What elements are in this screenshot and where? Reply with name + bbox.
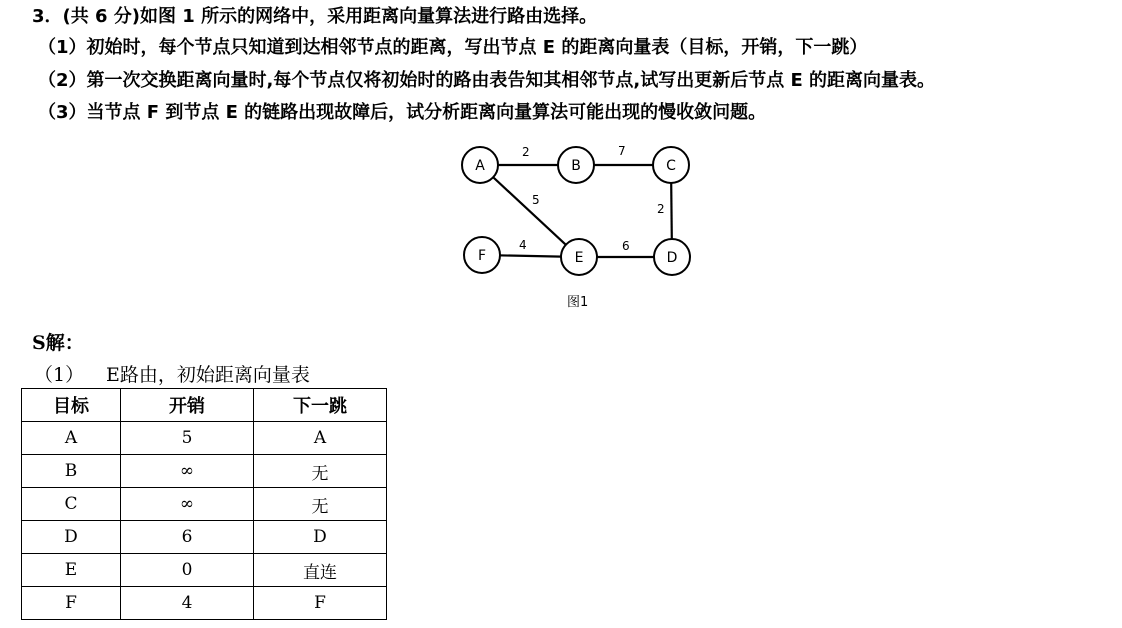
edge-weight-e-d: 6 [622,239,630,253]
table-caption-text: E路由，初始距离向量表 [106,364,310,386]
cell-cost: 0 [121,554,254,587]
node-label-a: A [475,158,485,174]
edge-weight-c-d: 2 [657,202,665,216]
cell-cost: 6 [121,521,254,554]
edge-weight-a-b: 2 [522,145,530,159]
question-part-1: （1）初始时，每个节点只知道到达相邻节点的距离，写出节点 E 的距离向量表（目标，开销，下一跳） [38,37,868,58]
cell-next-hop: 无 [254,488,387,521]
table-row [22,488,387,521]
table-row [22,422,387,455]
question-part-2: （2）第一次交换距离向量时,每个节点仅将初始时的路由表告知其相邻节点,试写出更新后节点 E 的距离向量表。 [38,70,936,91]
cell-target: C [22,488,121,521]
header-target: 目标 [22,389,121,422]
cell-cost: ∞ [121,488,254,521]
question-part-3: （3）当节点 F 到节点 E 的链路出现故障后，试分析距离向量算法可能出现的慢收敛问题。 [38,102,767,123]
cell-target: E [22,554,121,587]
node-label-d: D [666,250,678,266]
edge-weight-f-e: 4 [519,238,527,252]
figure-caption: 图1 [567,295,589,310]
node-label-f: F [477,248,487,264]
table-caption-number: （1） [34,364,85,386]
network-figure [440,135,720,315]
cell-next-hop: D [254,521,387,554]
node-label-e: E [574,250,584,266]
header-next-hop: 下一跳 [254,389,387,422]
question-title: 3．(共 6 分)如图 1 所示的网络中，采用距离向量算法进行路由选择。 [32,6,598,27]
table-row [22,521,387,554]
cell-cost: 5 [121,422,254,455]
table-row [22,455,387,488]
cell-next-hop: A [254,422,387,455]
edge-weight-a-e: 5 [532,193,540,207]
table-caption [34,360,310,387]
edge-weight-b-c: 7 [618,144,626,158]
node-label-b: B [571,158,581,174]
cell-target: D [22,521,121,554]
network-graph [440,135,720,315]
table-row [22,587,387,620]
cell-target: F [22,587,121,620]
cell-next-hop: 无 [254,455,387,488]
cell-next-hop: F [254,587,387,620]
answer-label: S解： [32,332,84,354]
cell-next-hop: 直连 [254,554,387,587]
cell-target: A [22,422,121,455]
routing-table [21,388,387,620]
cell-target: B [22,455,121,488]
node-label-c: C [666,158,676,174]
cell-cost: 4 [121,587,254,620]
table-row [22,554,387,587]
table-header-row [22,389,387,422]
header-cost: 开销 [121,389,254,422]
cell-cost: ∞ [121,455,254,488]
